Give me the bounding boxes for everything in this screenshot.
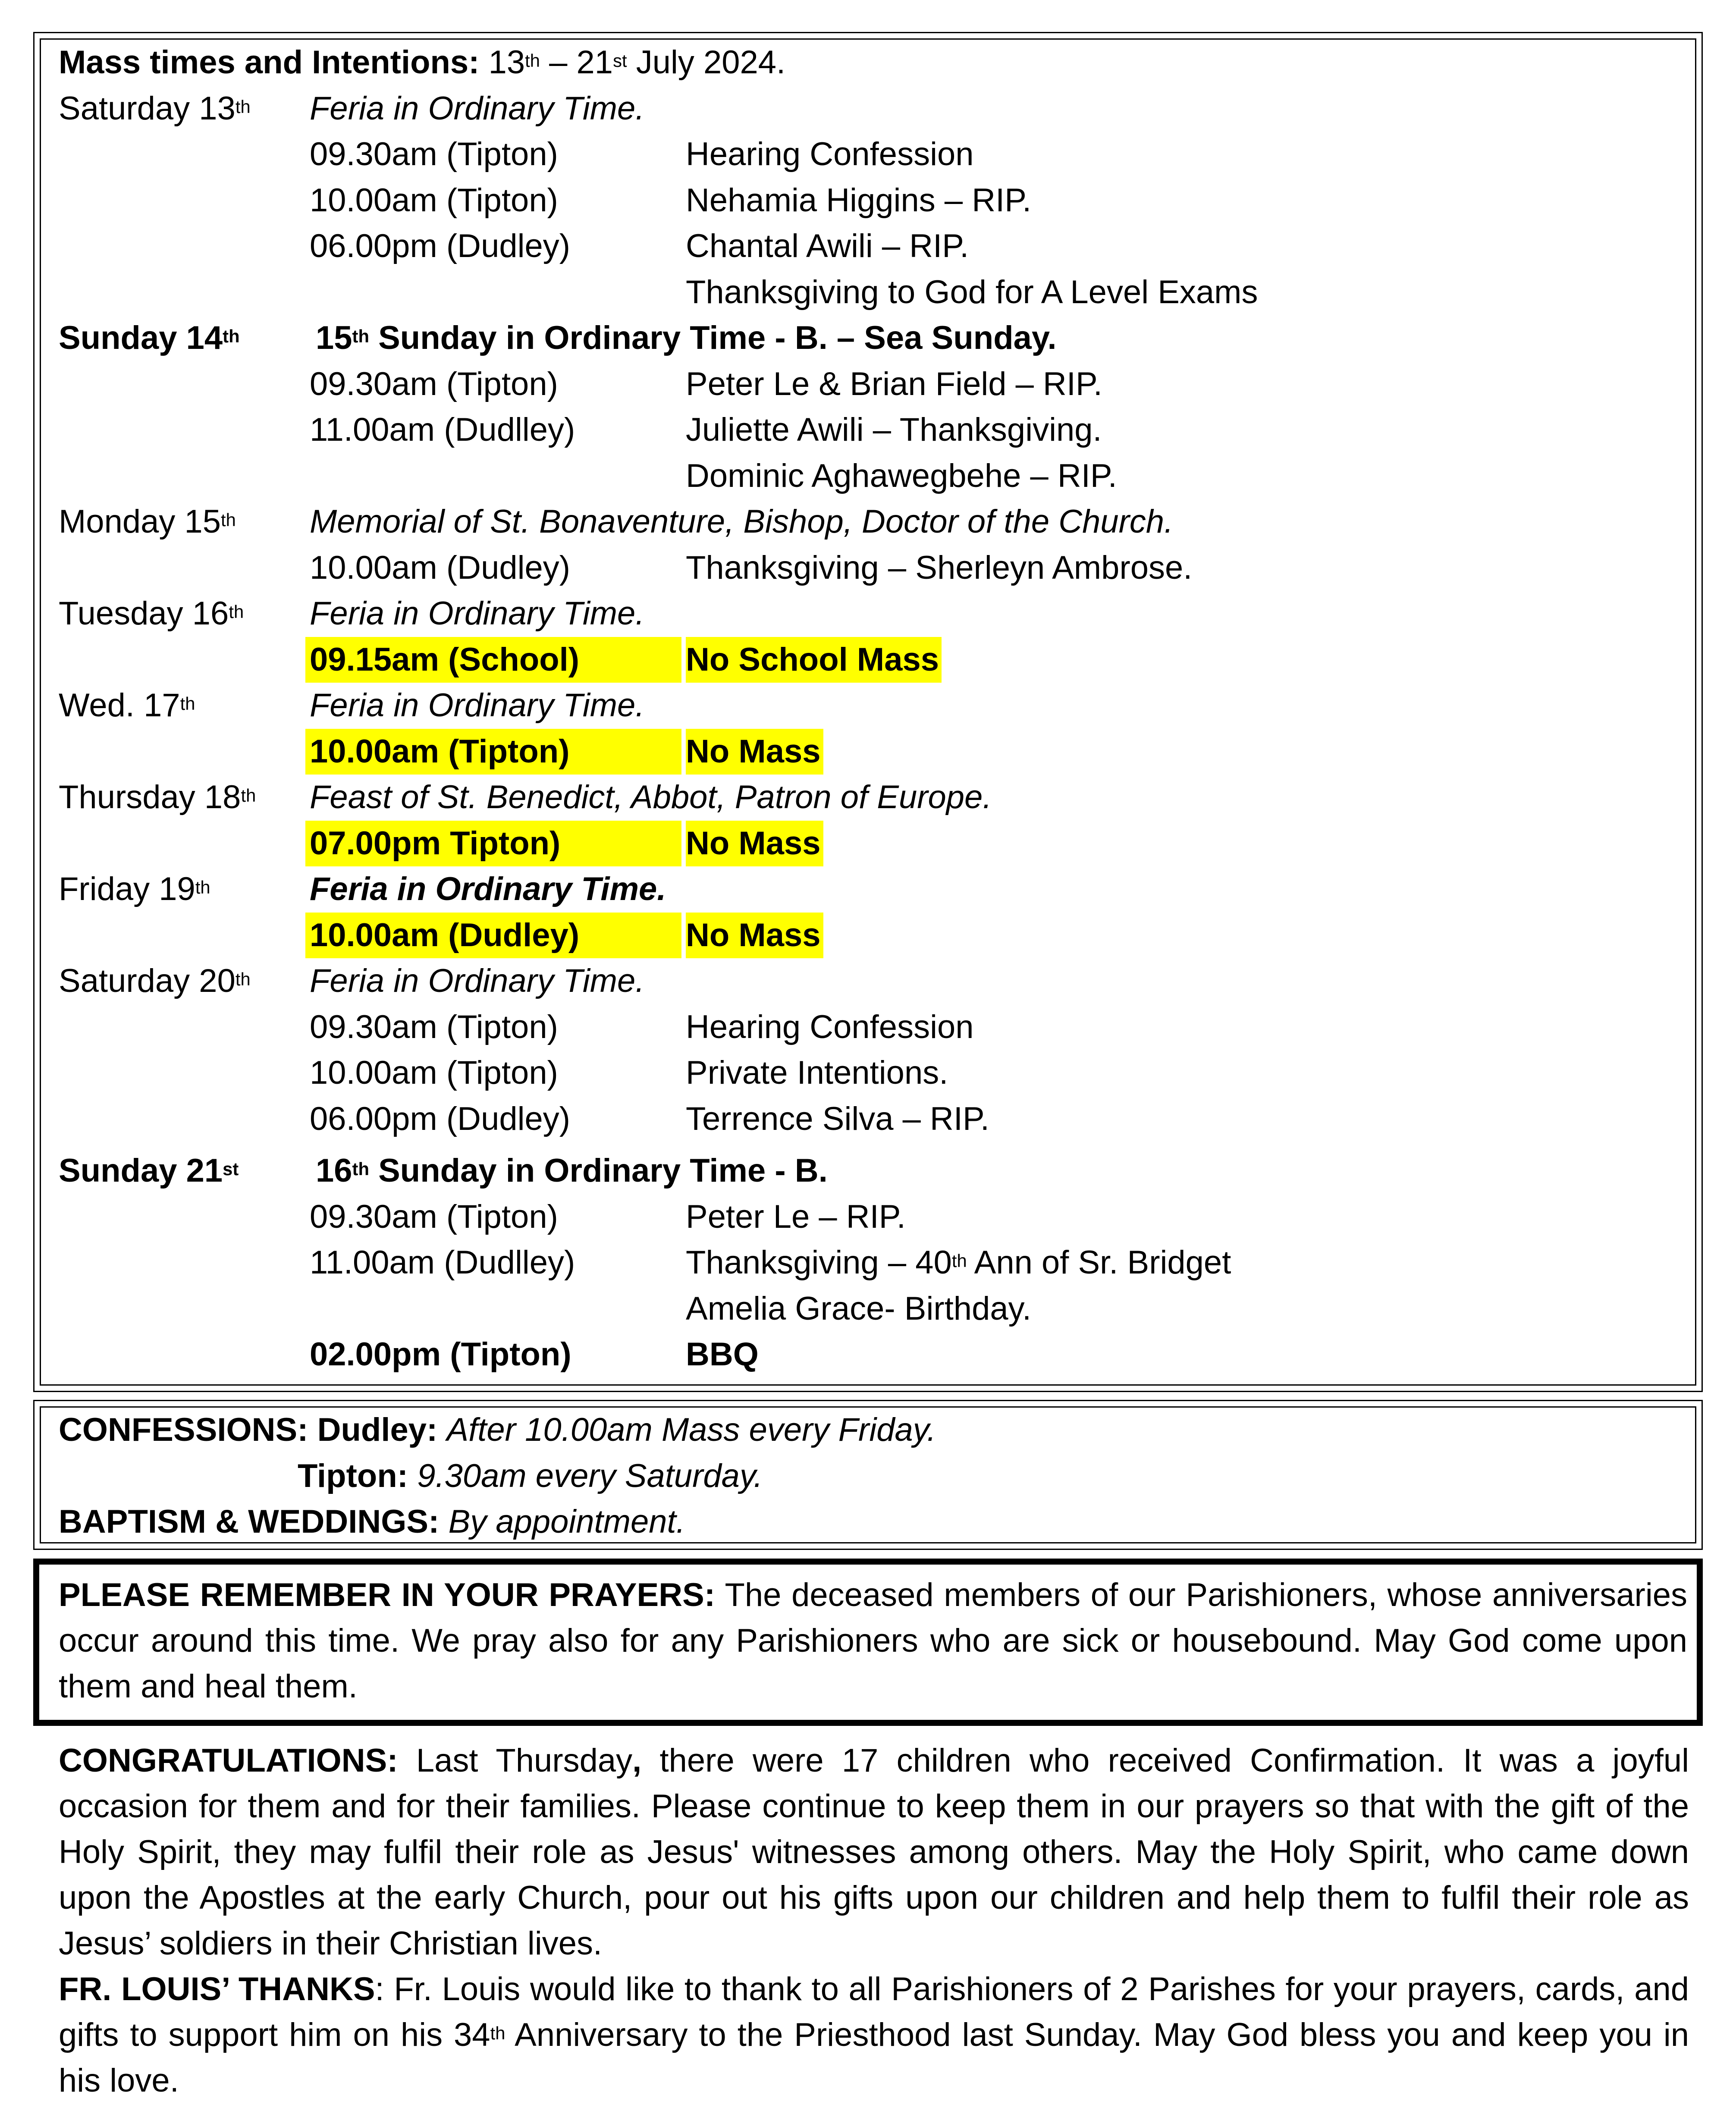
feast-text: Feria in Ordinary Time. xyxy=(310,687,645,724)
day-name: Thursday 18 xyxy=(59,779,241,815)
heading-sup-start: th xyxy=(525,50,540,71)
mass-intention xyxy=(686,913,823,958)
mass-intention-text: Terrence Silva – RIP. xyxy=(686,1100,990,1137)
mass-time-text: 09.30am (Tipton) xyxy=(310,1198,558,1235)
mass-intention xyxy=(686,821,823,866)
mass-time xyxy=(305,821,681,866)
day-label xyxy=(59,683,195,728)
mass-times-heading xyxy=(59,40,785,85)
thanks-text-b: Anniversary to the Priesthood last Sunday. May God bless you and keep you in his love. xyxy=(59,2017,1689,2099)
mass-intention-text: Juliette Awili – Thanksgiving. xyxy=(686,411,1102,448)
mass-intention xyxy=(686,223,969,269)
thanks-paragraph xyxy=(59,1967,1689,2104)
mass-time-text: 11.00am (Dudlley) xyxy=(310,411,575,448)
confessions-label: CONFESSIONS: xyxy=(59,1411,308,1448)
mass-time-text: 06.00pm (Dudley) xyxy=(310,1100,571,1137)
baptism-label: BAPTISM & WEDDINGS: xyxy=(59,1503,439,1540)
mass-intention-text: Hearing Confession xyxy=(686,136,974,173)
feast-title xyxy=(310,591,644,637)
mass-intention xyxy=(686,361,1102,407)
congratulations-paragraph xyxy=(59,1738,1689,1967)
heading-sup-end: st xyxy=(613,50,627,71)
thanks-text-a: : Fr. Louis would like to thank to all Parishioners of 2 Parishes for your prayers, cards, and gifts to support him on his 34 xyxy=(59,1971,1689,2053)
mass-time xyxy=(310,1332,571,1377)
mass-intention-text: No Mass xyxy=(686,916,821,953)
feast-text: Sunday in Ordinary Time - B. xyxy=(369,1152,828,1189)
congratulations-text-a: Last Thursday xyxy=(416,1742,633,1779)
feast-text: Feria in Ordinary Time. xyxy=(310,871,666,907)
heading-rest: July 2024. xyxy=(627,44,786,81)
mass-intention xyxy=(686,1050,948,1096)
congratulations-comma: , xyxy=(632,1742,642,1779)
day-name: Monday 15 xyxy=(59,503,221,540)
feast-suffix: th xyxy=(352,1159,369,1179)
dudley-text: After 10.00am Mass every Friday. xyxy=(446,1411,936,1448)
mass-intention xyxy=(686,729,823,775)
mass-time xyxy=(310,1004,558,1050)
day-suffix: th xyxy=(235,96,251,117)
feast-text: Feast of St. Benedict, Abbot, Patron of Europe. xyxy=(310,779,992,815)
mass-intention-text: Peter Le – RIP. xyxy=(686,1198,906,1235)
mass-intention xyxy=(686,1286,1031,1332)
thanks-sup: th xyxy=(490,2023,505,2044)
congratulations-text-b: there were 17 children who received Confirmation. It was a joyful occasion for them and for their families. Please continue to keep them in our prayers so that with the gift of the Holy Spirit, they may fulfil their role as Jesus' witnesses among others. May the Holy Spirit, who came down upon the Apostles at the early Church, pour out his gifts upon our children and help them to fulfil their role as Jesus’ soldiers in their Christian lives. xyxy=(59,1742,1689,1962)
baptism-text: By appointment. xyxy=(448,1503,685,1540)
day-suffix: th xyxy=(195,877,210,898)
feast-text: Feria in Ordinary Time. xyxy=(310,963,645,999)
mass-intention-text: Thanksgiving – Sherleyn Ambrose. xyxy=(686,549,1193,586)
mass-time-text: 10.00am (Tipton) xyxy=(310,733,570,770)
day-suffix: th xyxy=(223,326,240,347)
mass-time-text: 06.00pm (Dudley) xyxy=(310,228,571,264)
feast-title xyxy=(310,958,644,1004)
day-label xyxy=(59,86,251,132)
mass-intention-text: Peter Le & Brian Field – RIP. xyxy=(686,365,1102,402)
day-suffix: st xyxy=(223,1159,239,1179)
feast-title xyxy=(310,866,666,912)
day-suffix: th xyxy=(221,510,236,530)
mass-intention-text: Thanksgiving to God for A Level Exams xyxy=(686,273,1258,311)
mass-time xyxy=(310,1194,558,1240)
mass-time-text: 09.30am (Tipton) xyxy=(310,136,558,173)
mass-intention xyxy=(686,545,1192,591)
mass-time xyxy=(310,1096,570,1142)
feast-title xyxy=(310,499,1173,545)
feast-number: 16 xyxy=(316,1152,352,1189)
confessions-line xyxy=(59,1407,936,1453)
feast-text: Feria in Ordinary Time. xyxy=(310,90,645,127)
mass-intention-text: BBQ xyxy=(686,1336,759,1373)
day-label xyxy=(59,1148,239,1194)
day-name: Sunday 21 xyxy=(59,1152,223,1189)
feast-text: Feria in Ordinary Time. xyxy=(310,595,645,632)
mass-intention xyxy=(686,1332,759,1377)
feast-number: 15 xyxy=(316,320,352,356)
mass-intention-text: No Mass xyxy=(686,733,821,770)
day-name: Saturday 13 xyxy=(59,90,235,127)
mass-intention xyxy=(686,1004,974,1050)
mass-intention-text: No School Mass xyxy=(686,641,939,678)
mass-intention xyxy=(686,637,942,683)
day-suffix: th xyxy=(235,969,251,990)
feast-title xyxy=(310,683,644,728)
mass-intention xyxy=(686,132,974,177)
prayers-paragraph xyxy=(59,1572,1687,1709)
thanks-label: FR. LOUIS’ THANKS xyxy=(59,1971,375,2007)
day-label xyxy=(59,866,210,912)
mass-time-text: 09.30am (Tipton) xyxy=(310,365,558,402)
mass-time xyxy=(310,223,570,269)
mass-time-text: 07.00pm Tipton) xyxy=(310,825,561,862)
day-suffix: th xyxy=(229,602,244,622)
tipton-line xyxy=(298,1453,763,1499)
day-label xyxy=(59,958,251,1004)
mass-time-text: 09.15am (School) xyxy=(310,641,580,678)
intention-rest: Ann of Sr. Bridget xyxy=(967,1244,1231,1281)
day-label xyxy=(59,315,240,361)
mass-time xyxy=(310,545,570,591)
day-label xyxy=(59,775,256,820)
mass-time xyxy=(310,178,558,223)
mass-intention xyxy=(686,1096,989,1142)
day-label xyxy=(59,591,244,637)
feast-text: Sunday in Ordinary Time - B. – Sea Sunday. xyxy=(369,320,1057,356)
mass-intention xyxy=(686,453,1117,499)
day-suffix: th xyxy=(241,785,256,806)
heading-day-end: 21 xyxy=(576,44,613,81)
congratulations-label: CONGRATULATIONS: xyxy=(59,1742,398,1779)
mass-time xyxy=(305,729,681,775)
tipton-label: Tipton: xyxy=(298,1458,408,1494)
dudley-label: Dudley: xyxy=(317,1411,438,1448)
prayers-text: The deceased members of our Parishioners, whose anniversaries occur around this time. We pray also for any Parishioners who are sick or housebound. May God come upon them and heal them. xyxy=(59,1577,1687,1705)
mass-time xyxy=(310,361,558,407)
mass-intention-text: Thanksgiving – 40 xyxy=(686,1244,952,1281)
feast-title xyxy=(310,775,992,820)
mass-time-text: 10.00am (Dudley) xyxy=(310,916,580,953)
mass-time-text: 10.00am (Tipton) xyxy=(310,182,558,219)
mass-time-text: 11.00am (Dudlley) xyxy=(310,1244,575,1281)
mass-time xyxy=(305,913,681,958)
feast-suffix: th xyxy=(352,326,369,347)
mass-intention xyxy=(686,1240,1231,1286)
mass-time-text: 02.00pm (Tipton) xyxy=(310,1336,571,1373)
baptism-line xyxy=(59,1499,685,1545)
intention-suffix: th xyxy=(951,1251,967,1271)
mass-intention-text: Hearing Confession xyxy=(686,1008,974,1045)
mass-intention-text: Private Intentions. xyxy=(686,1054,948,1091)
feast-title xyxy=(316,315,1057,361)
feast-text: Memorial of St. Bonaventure, Bishop, Doctor of the Church. xyxy=(310,503,1174,540)
day-label xyxy=(59,499,236,545)
day-suffix: th xyxy=(180,693,195,714)
mass-intention xyxy=(686,1194,906,1240)
mass-time xyxy=(310,1240,575,1286)
mass-intention-text: Amelia Grace- Birthday. xyxy=(686,1290,1032,1327)
day-name: Saturday 20 xyxy=(59,963,235,999)
mass-intention xyxy=(686,407,1102,453)
mass-intention-text: No Mass xyxy=(686,825,821,862)
mass-time-text: 10.00am (Dudley) xyxy=(310,549,571,586)
feast-title xyxy=(310,86,644,132)
heading-dash: – xyxy=(540,44,577,81)
tipton-text: 9.30am every Saturday. xyxy=(417,1458,763,1494)
prayers-label: PLEASE REMEMBER IN YOUR PRAYERS: xyxy=(59,1577,716,1613)
mass-intention-text: Dominic Aghawegbehe – RIP. xyxy=(686,457,1117,494)
mass-time xyxy=(310,1050,558,1096)
mass-intention-text: Chantal Awili – RIP. xyxy=(686,228,969,264)
day-name: Sunday 14 xyxy=(59,320,223,356)
mass-intention xyxy=(686,178,1031,223)
heading-label: Mass times and Intentions: xyxy=(59,44,480,81)
mass-intention xyxy=(686,270,1258,315)
mass-time-text: 10.00am (Tipton) xyxy=(310,1054,558,1091)
feast-title xyxy=(316,1148,828,1194)
day-name: Wed. 17 xyxy=(59,687,180,724)
mass-time xyxy=(310,132,558,177)
mass-time xyxy=(305,637,681,683)
heading-day-start: 13 xyxy=(488,44,525,81)
mass-time-text: 09.30am (Tipton) xyxy=(310,1008,558,1045)
mass-intention-text: Nehamia Higgins – RIP. xyxy=(686,182,1032,219)
day-name: Friday 19 xyxy=(59,871,195,907)
day-name: Tuesday 16 xyxy=(59,595,229,632)
mass-time xyxy=(310,407,575,453)
